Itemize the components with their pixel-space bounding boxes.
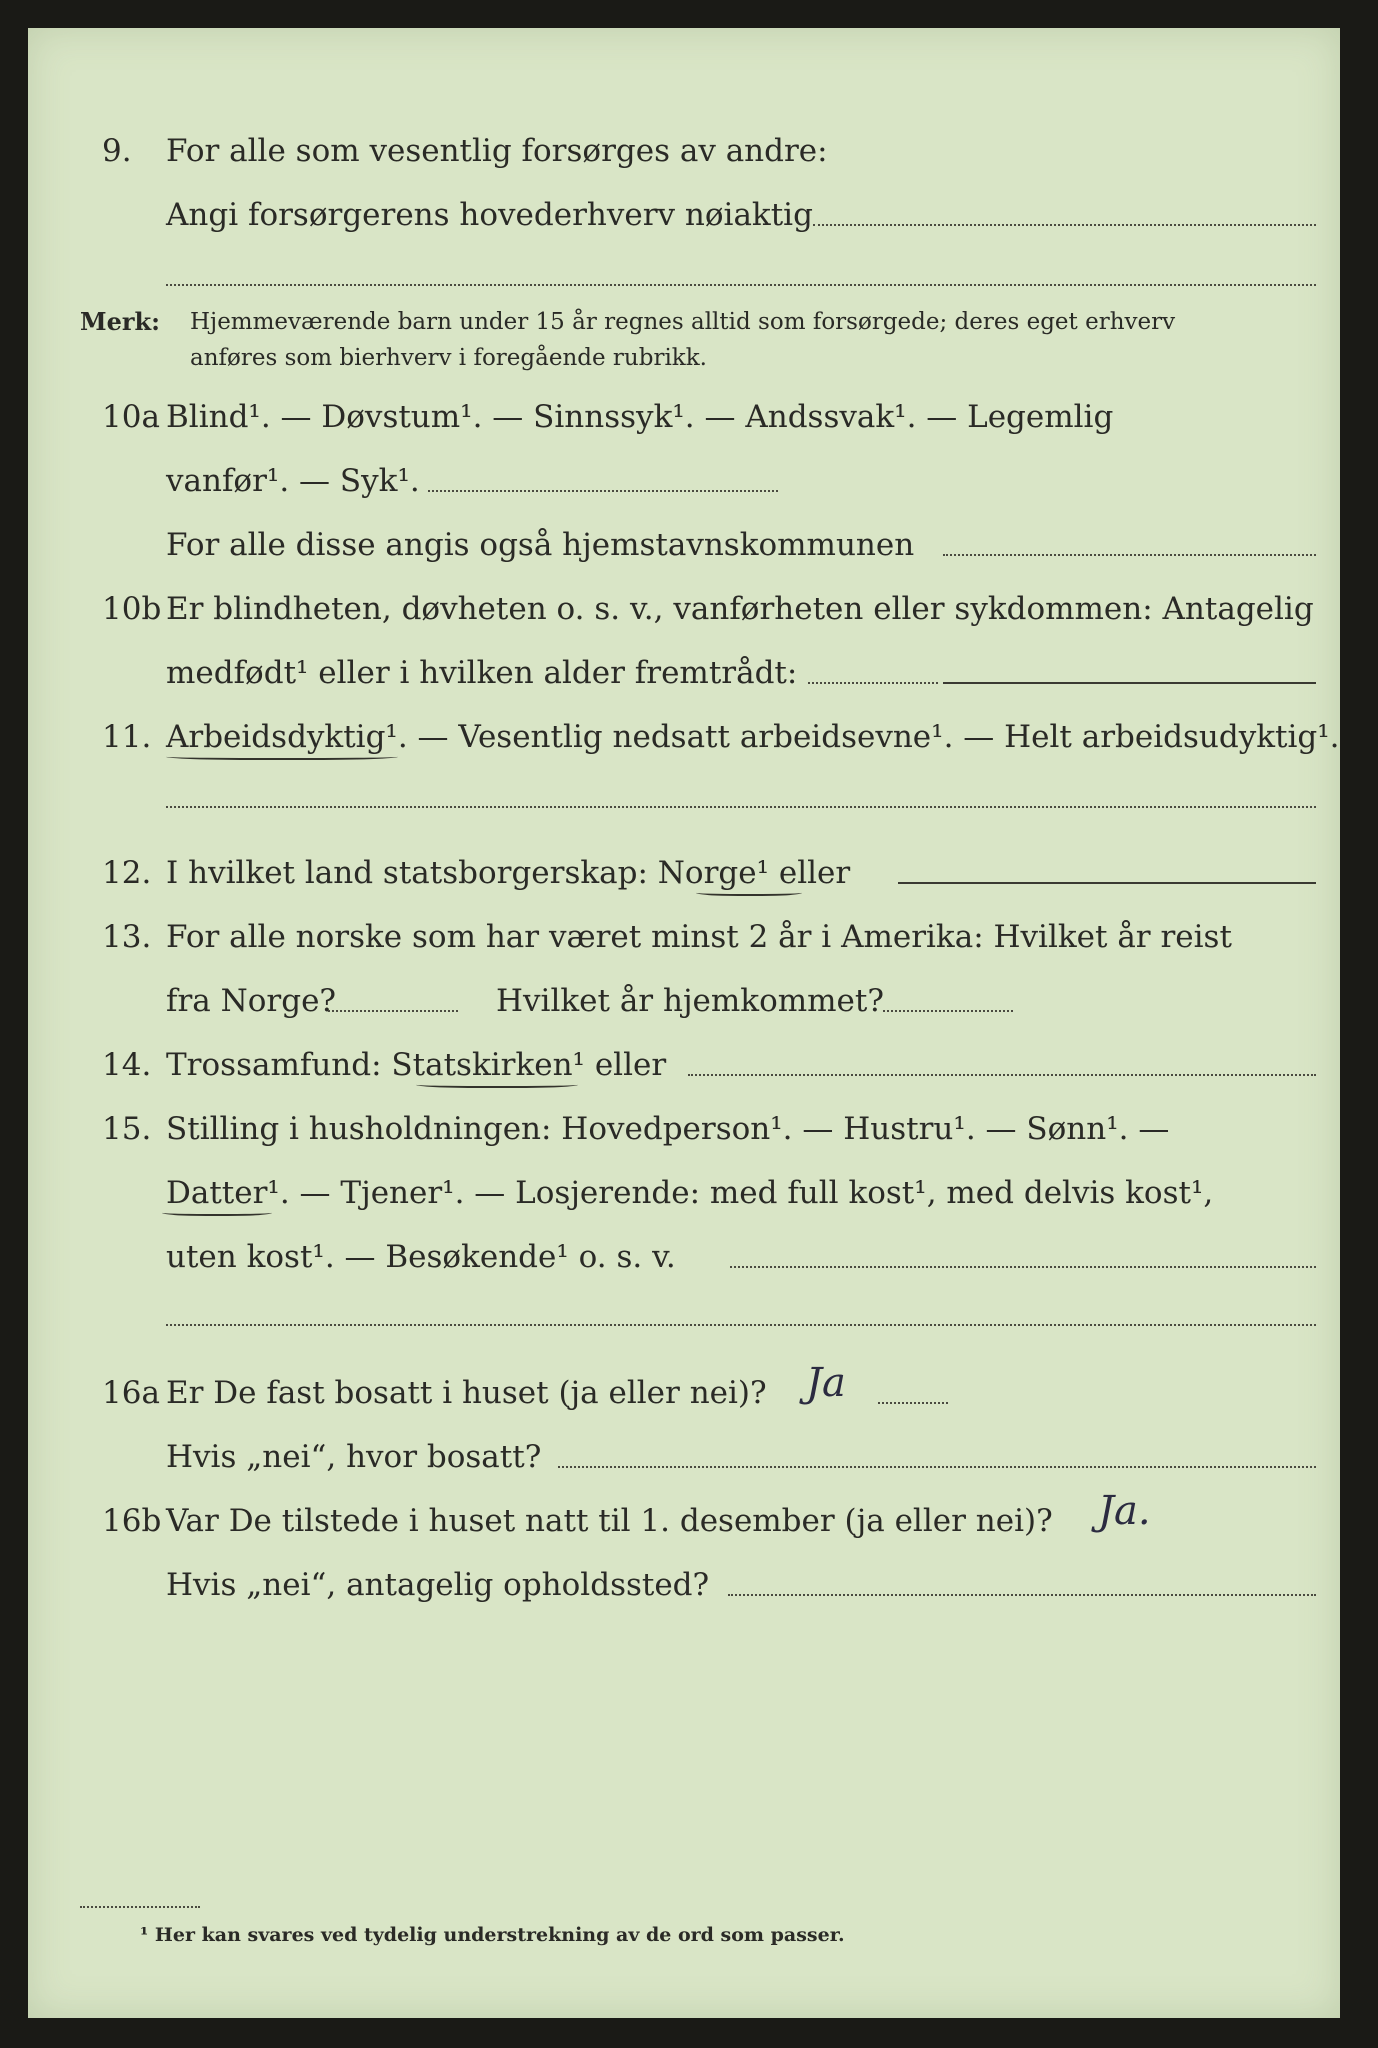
- question-text: uten kost¹. — Besøkende¹ o. s. v.: [166, 1239, 676, 1275]
- question-text: Var De tilstede i huset natt til 1. desember (ja eller nei)?: [166, 1503, 1053, 1539]
- footnote-rule: [80, 1906, 200, 1908]
- answer-line: [808, 682, 938, 684]
- question-10a-line-3: [28, 520, 1340, 570]
- answer-line: [558, 1466, 1316, 1468]
- footnote: ¹ Her kan svares ved tydelig understrekning av de ord som passer.: [140, 1924, 845, 1946]
- question-number: 10a: [102, 399, 160, 435]
- question-number: 14.: [102, 1047, 152, 1083]
- question-text: fra Norge?: [166, 983, 337, 1019]
- question-text: medfødt¹ eller i hvilken alder fremtrådt:: [166, 655, 798, 691]
- question-16a: [28, 1368, 1340, 1418]
- question-text: I hvilket land statsborgerskap: Norge¹ eller: [166, 855, 851, 891]
- question-text: Trossamfund: Statskirken¹ eller: [166, 1047, 667, 1083]
- answer-line: [166, 284, 1316, 286]
- question-number: 12.: [102, 855, 152, 891]
- question-text: Arbeidsdyktig¹. — Vesentlig nedsatt arbeidsevne¹. — Helt arbeidsudyktig¹.: [166, 719, 1340, 755]
- census-form-page: [28, 28, 1340, 2018]
- question-text: For alle norske som har været minst 2 år i Amerika: Hvilket år reist: [166, 919, 1232, 955]
- answer-line: [813, 224, 1316, 226]
- question-text: Er blindheten, døvheten o. s. v., vanførheten eller sykdommen: Antagelig: [166, 591, 1314, 627]
- question-text: Blind¹. — Døvstum¹. — Sinnssyk¹. — Andssvak¹. — Legemlig: [166, 399, 1114, 435]
- question-16a-line-2: [28, 1432, 1340, 1482]
- question-text: Hvis „nei“, hvor bosatt?: [166, 1439, 542, 1475]
- question-10a: [28, 392, 1340, 442]
- question-text: For alle disse angis også hjemstavnskommunen: [166, 527, 915, 563]
- handwritten-underline: [166, 752, 398, 760]
- answer-line: [878, 1402, 948, 1404]
- question-14: [28, 1040, 1340, 1090]
- question-13-line-2: [28, 976, 1340, 1026]
- question-number: 10b: [102, 591, 162, 627]
- question-10b-line-2: [28, 648, 1340, 698]
- question-15-line-3: [28, 1232, 1340, 1282]
- answer-line: [883, 1010, 1013, 1012]
- question-16b-line-2: [28, 1560, 1340, 1610]
- question-13: [28, 912, 1340, 962]
- question-number: 11.: [102, 719, 152, 755]
- answer-line: [728, 1594, 1316, 1596]
- question-number: 16a: [102, 1375, 160, 1411]
- question-text: Er De fast bosatt i huset (ja eller nei)?: [166, 1375, 767, 1411]
- handwritten-underline: [416, 1080, 578, 1088]
- question-number: 13.: [102, 919, 152, 955]
- answer-line: [898, 882, 1316, 884]
- handwritten-underline: [696, 888, 802, 896]
- note-text: Hjemmeværende barn under 15 år regnes alltid som forsørgede; deres eget erhverv: [190, 309, 1176, 335]
- question-text: vanfør¹. — Syk¹.: [166, 463, 420, 499]
- question-text: Datter¹. — Tjener¹. — Losjerende: med full kost¹, med delvis kost¹,: [166, 1175, 1214, 1211]
- handwritten-underline: [162, 1208, 272, 1216]
- answer-line: [166, 806, 1316, 808]
- question-10b: [28, 584, 1340, 634]
- question-9-line-2: [28, 190, 1340, 240]
- question-number: 16b: [102, 1503, 162, 1539]
- question-15: [28, 1104, 1340, 1154]
- answer-line: [943, 682, 1316, 684]
- handwritten-answer: Ja.: [1098, 1488, 1151, 1534]
- answer-line: [943, 554, 1316, 556]
- question-text: Stilling i husholdningen: Hovedperson¹. — Hustru¹. — Sønn¹. —: [166, 1111, 1170, 1147]
- question-text: Angi forsørgerens hovederhverv nøiaktig: [166, 197, 813, 233]
- question-number: 9.: [102, 133, 132, 169]
- question-text: Hvis „nei“, antagelig opholdssted?: [166, 1567, 710, 1603]
- question-number: 15.: [102, 1111, 152, 1147]
- answer-line: [688, 1074, 1316, 1076]
- question-12: [28, 848, 1340, 898]
- question-9: [28, 126, 1340, 176]
- note-label: Merk:: [80, 307, 160, 336]
- handwritten-answer: Ja: [806, 1360, 846, 1406]
- question-10a-line-2: [28, 456, 1340, 506]
- answer-line: [730, 1266, 1316, 1268]
- answer-line: [328, 1010, 458, 1012]
- question-text: For alle som vesentlig forsørges av andre:: [166, 133, 828, 169]
- answer-line: [428, 490, 778, 492]
- question-text: Hvilket år hjemkommet?: [496, 983, 884, 1019]
- answer-line: [166, 1324, 1316, 1326]
- note-text: anføres som bierhverv i foregående rubrikk.: [190, 345, 707, 371]
